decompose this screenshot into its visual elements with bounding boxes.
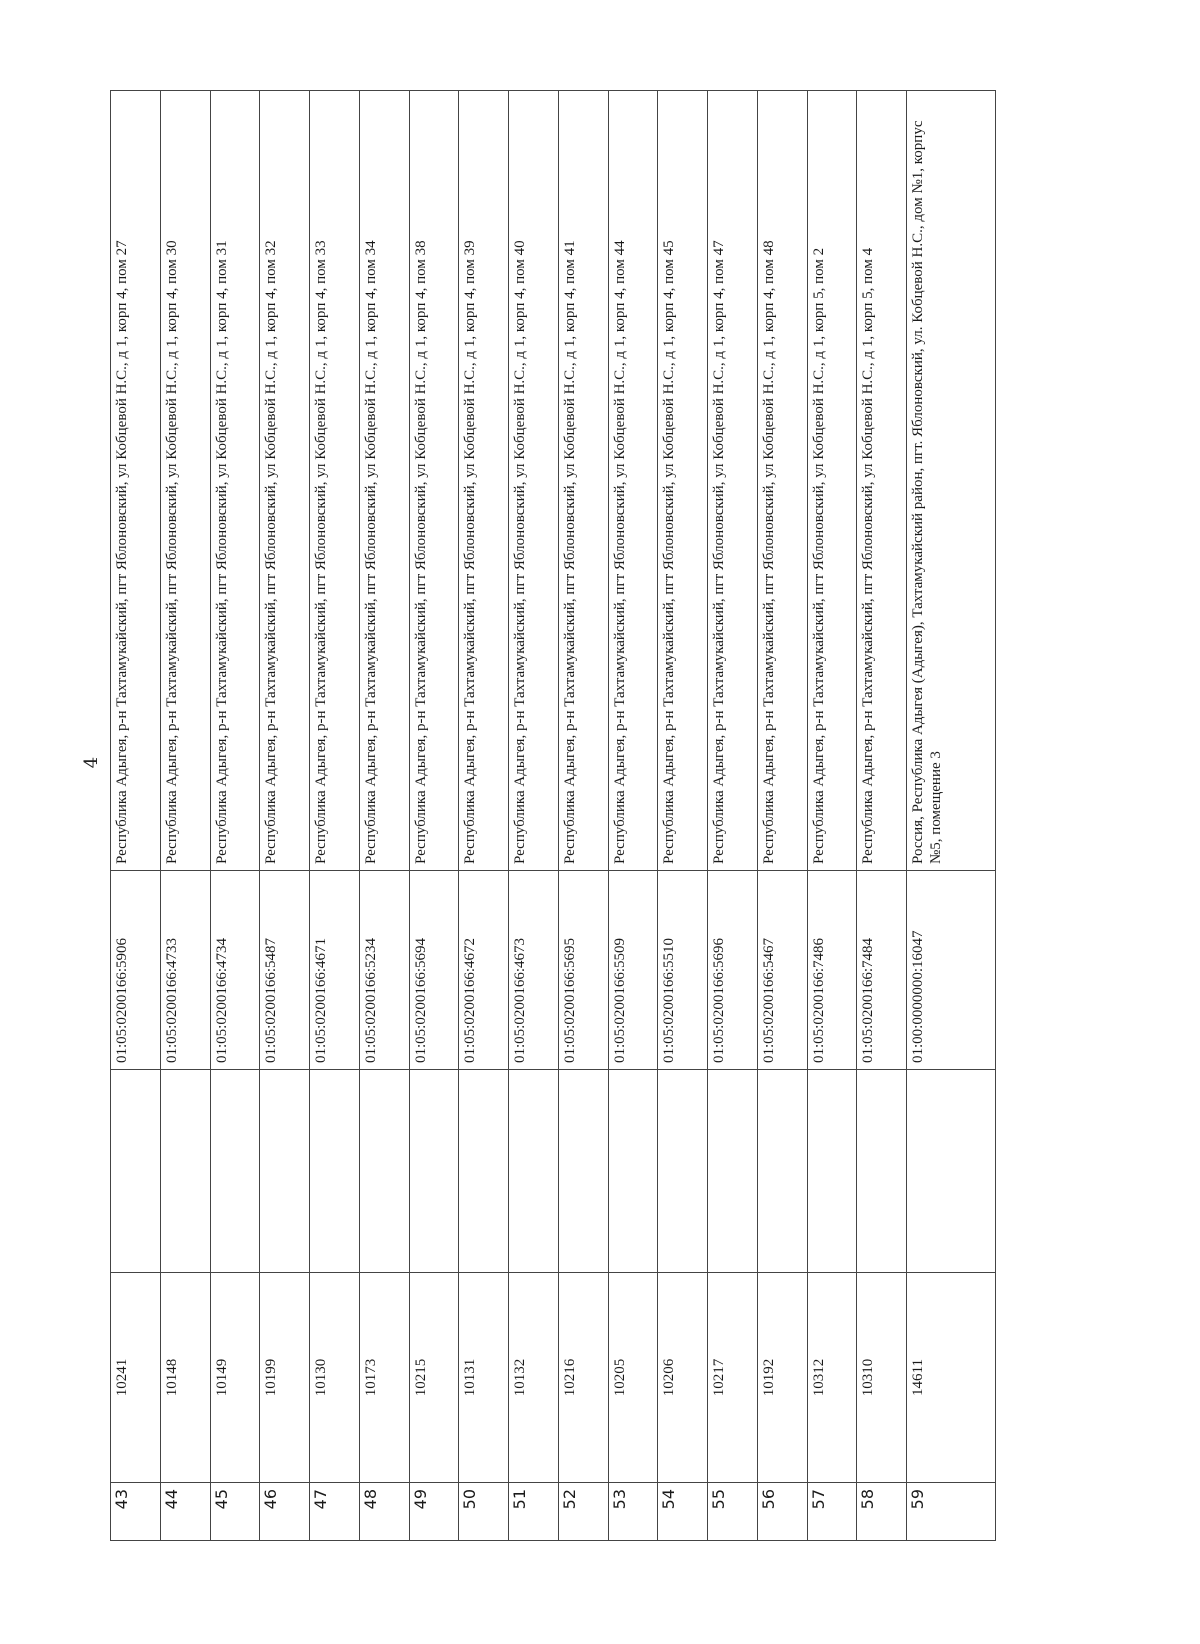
- empty-cell: [210, 1070, 260, 1273]
- table-row: [757, 91, 807, 1541]
- object-id-cell: 10217: [708, 1273, 758, 1483]
- object-id-cell: 10206: [658, 1273, 708, 1483]
- empty-cell: [857, 1070, 907, 1273]
- table-row: [160, 91, 210, 1541]
- address-cell: Республика Адыгея, р-н Тахтамукайский, пгт Яблоновский, ул Кобцевой Н.С., д 1, корп 4, пом 48: [757, 91, 807, 871]
- object-id-cell: 10310: [857, 1273, 907, 1483]
- rotated-table-container: [110, 91, 996, 1541]
- empty-cell: [708, 1070, 758, 1273]
- row-number-cell: 58: [857, 1483, 907, 1541]
- object-id-cell: 10192: [757, 1273, 807, 1483]
- address-cell: Республика Адыгея, р-н Тахтамукайский, пгт Яблоновский, ул Кобцевой Н.С., д 1, корп 4, пом 40: [509, 91, 559, 871]
- cadastral-number-cell: 01:05:0200166:4673: [509, 871, 559, 1070]
- empty-cell: [160, 1070, 210, 1273]
- cadastral-number-cell: 01:05:0200166:5694: [409, 871, 459, 1070]
- row-number-cell: 56: [757, 1483, 807, 1541]
- object-id-cell: 10148: [160, 1273, 210, 1483]
- object-id-cell: 10215: [409, 1273, 459, 1483]
- table-row: [359, 91, 409, 1541]
- cadastral-number-cell: 01:05:0200166:4733: [160, 871, 210, 1070]
- cadastral-number-cell: 01:05:0200166:5695: [558, 871, 608, 1070]
- empty-cell: [757, 1070, 807, 1273]
- table-body: [111, 91, 996, 1541]
- address-cell: Республика Адыгея, р-н Тахтамукайский, пгт Яблоновский, ул Кобцевой Н.С., д 1, корп 4, пом 31: [210, 91, 260, 871]
- object-id-cell: 10130: [310, 1273, 360, 1483]
- table-row: [459, 91, 509, 1541]
- object-id-cell: 10173: [359, 1273, 409, 1483]
- row-number-cell: 51: [509, 1483, 559, 1541]
- empty-cell: [459, 1070, 509, 1273]
- table-row: [608, 91, 658, 1541]
- row-number-cell: 59: [907, 1483, 996, 1541]
- row-number-cell: 43: [111, 1483, 161, 1541]
- cadastral-number-cell: 01:05:0200166:4672: [459, 871, 509, 1070]
- address-cell: Республика Адыгея, р-н Тахтамукайский, пгт Яблоновский, ул Кобцевой Н.С., д 1, корп 5, пом 2: [807, 91, 857, 871]
- address-cell: Республика Адыгея, р-н Тахтамукайский, пгт Яблоновский, ул Кобцевой Н.С., д 1, корп 4, пом 34: [359, 91, 409, 871]
- address-cell: Республика Адыгея, р-н Тахтамукайский, пгт Яблоновский, ул Кобцевой Н.С., д 1, корп 4, пом 45: [658, 91, 708, 871]
- row-number-cell: 53: [608, 1483, 658, 1541]
- object-id-cell: 10131: [459, 1273, 509, 1483]
- row-number-cell: 45: [210, 1483, 260, 1541]
- empty-cell: [558, 1070, 608, 1273]
- row-number-cell: 50: [459, 1483, 509, 1541]
- empty-cell: [359, 1070, 409, 1273]
- row-number-cell: 52: [558, 1483, 608, 1541]
- table-row: [210, 91, 260, 1541]
- empty-cell: [260, 1070, 310, 1273]
- row-number-cell: 49: [409, 1483, 459, 1541]
- cadastral-number-cell: 01:05:0200166:4671: [310, 871, 360, 1070]
- empty-cell: [409, 1070, 459, 1273]
- cadastral-number-cell: 01:05:0200166:4734: [210, 871, 260, 1070]
- cadastral-number-cell: 01:05:0200166:5467: [757, 871, 807, 1070]
- address-cell: Республика Адыгея, р-н Тахтамукайский, пгт Яблоновский, ул Кобцевой Н.С., д 1, корп 4, пом 41: [558, 91, 608, 871]
- object-id-cell: 10241: [111, 1273, 161, 1483]
- table-row: [409, 91, 459, 1541]
- table-row: [658, 91, 708, 1541]
- table-row: [310, 91, 360, 1541]
- object-id-cell: 10149: [210, 1273, 260, 1483]
- cadastral-number-cell: 01:05:0200166:7486: [807, 871, 857, 1070]
- address-cell: Россия, Республика Адыгея (Адыгея), Тахтамукайский район, пгт. Яблоновский, ул. Кобцевой Н.С., дом №1, корпус №5, помещение 3: [907, 91, 996, 871]
- table-row: [111, 91, 161, 1541]
- row-number-cell: 46: [260, 1483, 310, 1541]
- empty-cell: [608, 1070, 658, 1273]
- empty-cell: [111, 1070, 161, 1273]
- table-row: [509, 91, 559, 1541]
- row-number-cell: 55: [708, 1483, 758, 1541]
- address-cell: Республика Адыгея, р-н Тахтамукайский, пгт Яблоновский, ул Кобцевой Н.С., д 1, корп 4, пом 39: [459, 91, 509, 871]
- object-id-cell: 14611: [907, 1273, 996, 1483]
- table-row: [907, 91, 996, 1541]
- object-id-cell: 10132: [509, 1273, 559, 1483]
- address-cell: Республика Адыгея, р-н Тахтамукайский, пгт Яблоновский, ул Кобцевой Н.С., д 1, корп 5, пом 4: [857, 91, 907, 871]
- row-number-cell: 47: [310, 1483, 360, 1541]
- cadastral-number-cell: 01:05:0200166:5234: [359, 871, 409, 1070]
- empty-cell: [807, 1070, 857, 1273]
- table-row: [558, 91, 608, 1541]
- cadastral-number-cell: 01:05:0200166:5696: [708, 871, 758, 1070]
- address-cell: Республика Адыгея, р-н Тахтамукайский, пгт Яблоновский, ул Кобцевой Н.С., д 1, корп 4, пом 32: [260, 91, 310, 871]
- table-row: [260, 91, 310, 1541]
- row-number-cell: 44: [160, 1483, 210, 1541]
- address-cell: Республика Адыгея, р-н Тахтамукайский, пгт Яблоновский, ул Кобцевой Н.С., д 1, корп 4, пом 33: [310, 91, 360, 871]
- address-cell: Республика Адыгея, р-н Тахтамукайский, пгт Яблоновский, ул Кобцевой Н.С., д 1, корп 4, пом 38: [409, 91, 459, 871]
- table-row: [807, 91, 857, 1541]
- address-cell: Республика Адыгея, р-н Тахтамукайский, пгт Яблоновский, ул Кобцевой Н.С., д 1, корп 4, пом 27: [111, 91, 161, 871]
- cadastral-number-cell: 01:05:0200166:7484: [857, 871, 907, 1070]
- row-number-cell: 54: [658, 1483, 708, 1541]
- address-cell: Республика Адыгея, р-н Тахтамукайский, пгт Яблоновский, ул Кобцевой Н.С., д 1, корп 4, пом 44: [608, 91, 658, 871]
- empty-cell: [658, 1070, 708, 1273]
- cadastral-number-cell: 01:00:0000000:16047: [907, 871, 996, 1070]
- page-number: 4: [81, 756, 103, 769]
- cadastral-number-cell: 01:05:0200166:5487: [260, 871, 310, 1070]
- property-table: [110, 90, 996, 1541]
- object-id-cell: 10199: [260, 1273, 310, 1483]
- object-id-cell: 10312: [807, 1273, 857, 1483]
- row-number-cell: 48: [359, 1483, 409, 1541]
- table-row: [857, 91, 907, 1541]
- address-cell: Республика Адыгея, р-н Тахтамукайский, пгт Яблоновский, ул Кобцевой Н.С., д 1, корп 4, пом 47: [708, 91, 758, 871]
- empty-cell: [509, 1070, 559, 1273]
- row-number-cell: 57: [807, 1483, 857, 1541]
- address-cell: Республика Адыгея, р-н Тахтамукайский, пгт Яблоновский, ул Кобцевой Н.С., д 1, корп 4, пом 30: [160, 91, 210, 871]
- object-id-cell: 10205: [608, 1273, 658, 1483]
- object-id-cell: 10216: [558, 1273, 608, 1483]
- table-row: [708, 91, 758, 1541]
- empty-cell: [907, 1070, 996, 1273]
- empty-cell: [310, 1070, 360, 1273]
- cadastral-number-cell: 01:05:0200166:5509: [608, 871, 658, 1070]
- cadastral-number-cell: 01:05:0200166:5510: [658, 871, 708, 1070]
- cadastral-number-cell: 01:05:0200166:5906: [111, 871, 161, 1070]
